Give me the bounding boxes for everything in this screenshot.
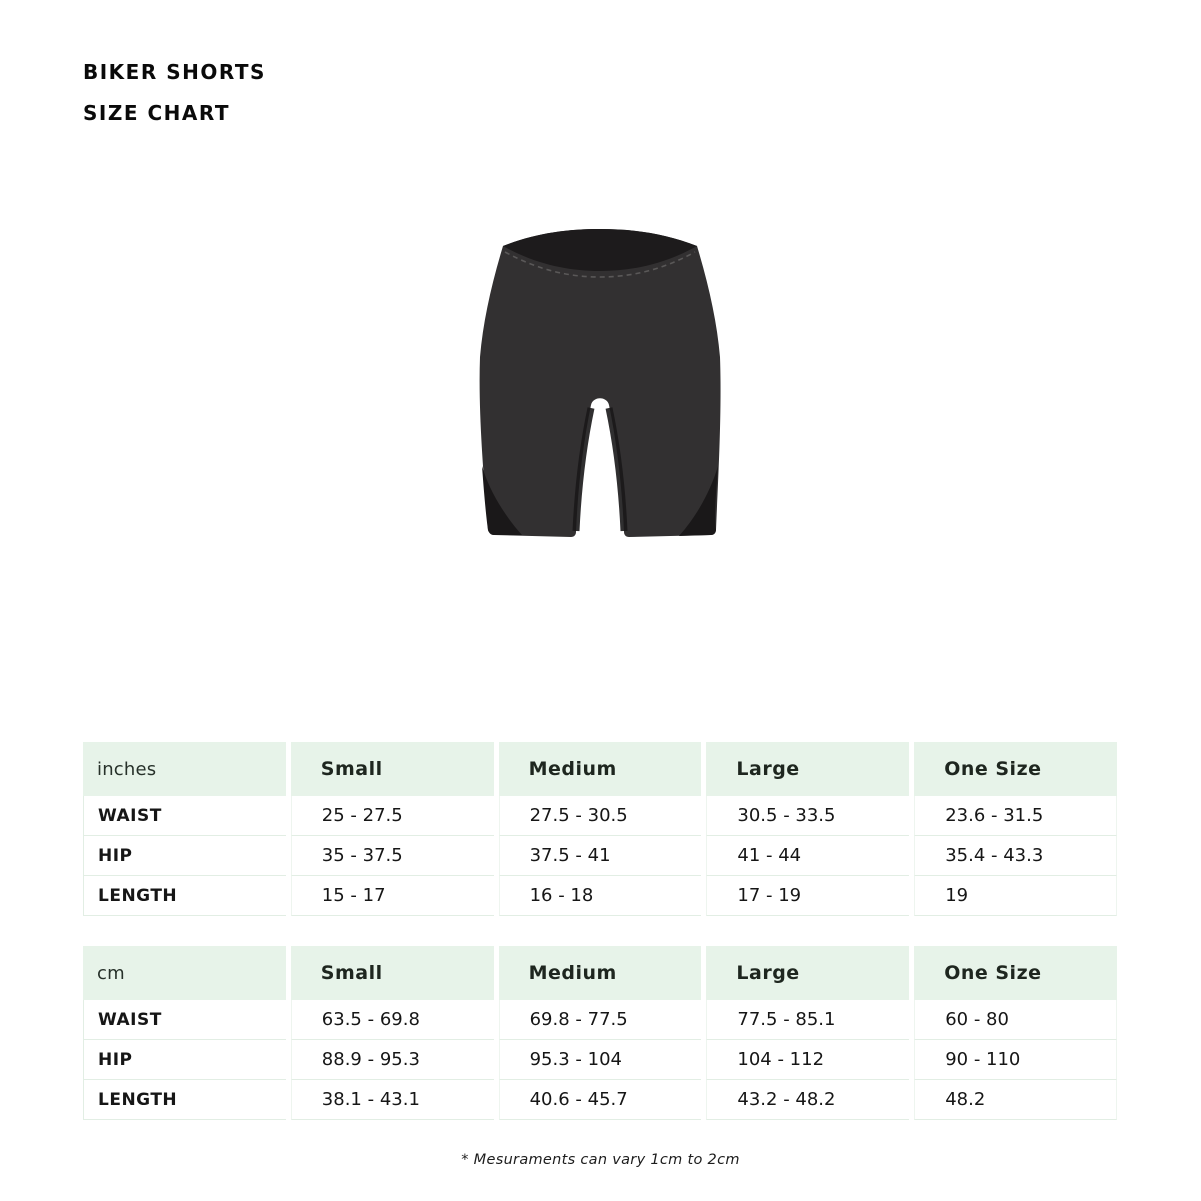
column-header-medium: Medium [499,946,702,1000]
row-label-length: LENGTH [83,1080,286,1120]
biker-shorts-illustration [478,228,722,546]
table-row [83,1080,1117,1120]
row-label-waist: WAIST [83,1000,286,1040]
title-product-name: BIKER SHORTS [83,60,266,84]
table-row [83,876,1117,916]
cell-value: 40.6 - 45.7 [499,1080,702,1120]
cell-value: 41 - 44 [706,836,909,876]
column-header-large: Large [706,946,909,1000]
cell-value: 23.6 - 31.5 [914,796,1117,836]
row-label-length: LENGTH [83,876,286,916]
cell-value: 19 [914,876,1117,916]
row-label-waist: WAIST [83,796,286,836]
biker-shorts-icon [478,228,722,546]
cell-value: 77.5 - 85.1 [706,1000,909,1040]
cell-value: 69.8 - 77.5 [499,1000,702,1040]
table-row [83,1000,1117,1040]
cell-value: 95.3 - 104 [499,1040,702,1080]
row-label-hip: HIP [83,836,286,876]
cell-value: 25 - 27.5 [291,796,494,836]
cell-value: 48.2 [914,1080,1117,1120]
cell-value: 60 - 80 [914,1000,1117,1040]
table-header-row [83,946,1117,1000]
cell-value: 15 - 17 [291,876,494,916]
page-title [83,62,266,123]
measurement-disclaimer: * Mesuraments can vary 1cm to 2cm [461,1152,740,1168]
unit-label: inches [83,742,286,796]
cell-value: 38.1 - 43.1 [291,1080,494,1120]
column-header-small: Small [291,946,494,1000]
table-row [83,836,1117,876]
size-table-inches [78,742,1122,916]
cell-value: 104 - 112 [706,1040,909,1080]
column-header-small: Small [291,742,494,796]
table-row [83,1040,1117,1080]
cell-value: 88.9 - 95.3 [291,1040,494,1080]
cell-value: 35.4 - 43.3 [914,836,1117,876]
size-table-cm [78,946,1122,1120]
cell-value: 37.5 - 41 [499,836,702,876]
table-header-row [83,742,1117,796]
cell-value: 43.2 - 48.2 [706,1080,909,1120]
table-row [83,796,1117,836]
cell-value: 27.5 - 30.5 [499,796,702,836]
cell-value: 90 - 110 [914,1040,1117,1080]
row-label-hip: HIP [83,1040,286,1080]
cell-value: 35 - 37.5 [291,836,494,876]
column-header-large: Large [706,742,909,796]
cell-value: 63.5 - 69.8 [291,1000,494,1040]
cell-value: 17 - 19 [706,876,909,916]
unit-label: cm [83,946,286,1000]
size-chart-tables [83,742,1117,1120]
column-header-one-size: One Size [914,946,1117,1000]
title-chart-label: SIZE CHART [83,101,231,125]
cell-value: 16 - 18 [499,876,702,916]
cell-value: 30.5 - 33.5 [706,796,909,836]
column-header-one-size: One Size [914,742,1117,796]
column-header-medium: Medium [499,742,702,796]
